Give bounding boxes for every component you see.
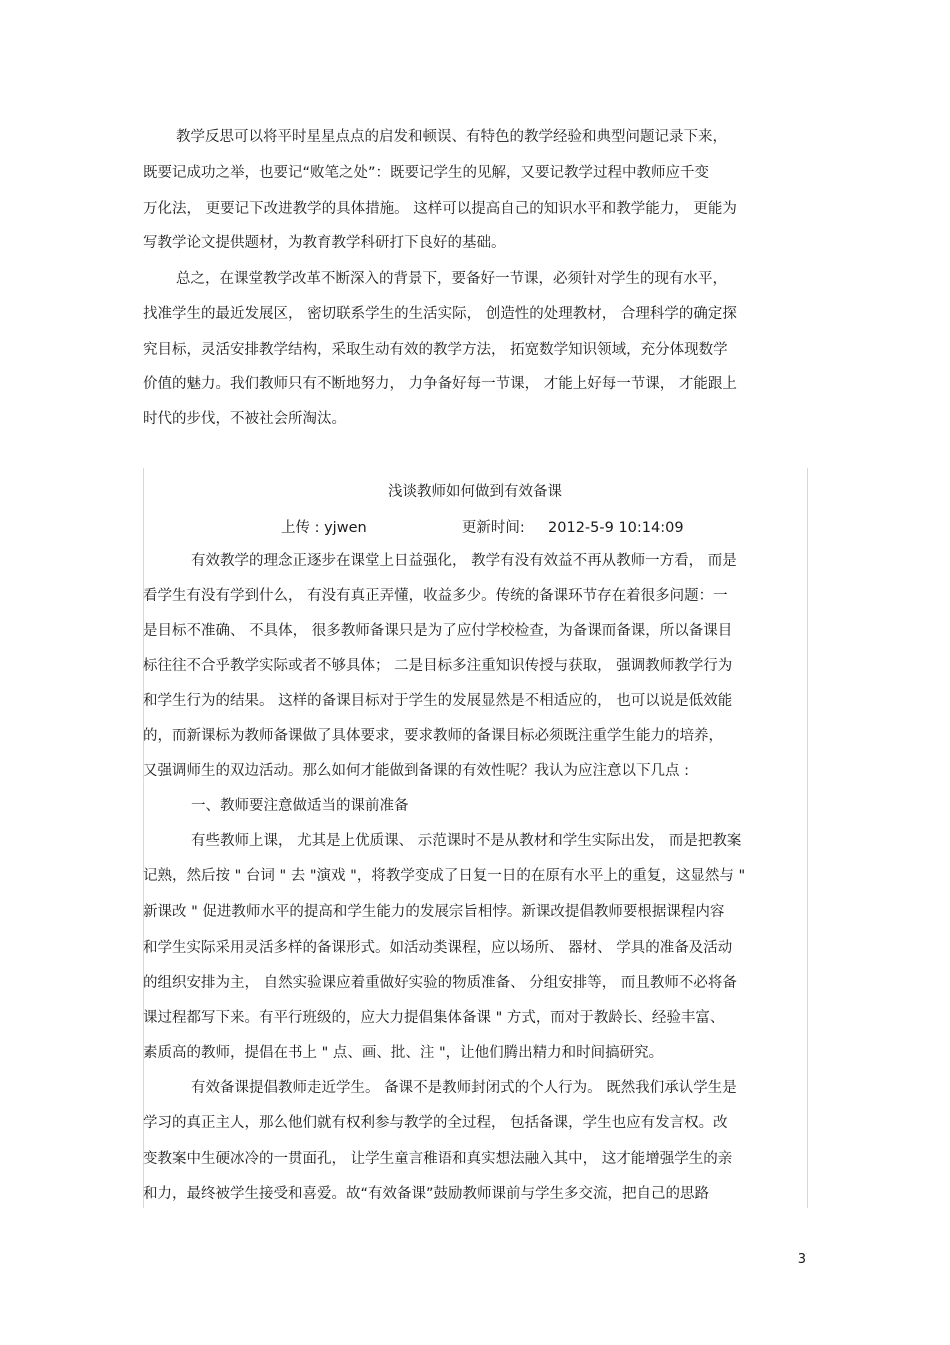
updated-label: 更新时间:: [461, 520, 525, 536]
article-line: 标往往不合乎教学实际或者不够具体； 二是目标多注重知识传授与获取， 强调教师教学行为: [143, 658, 733, 674]
uploader-label: 上传 : yjwen: [281, 520, 367, 536]
article-title: 浅谈教师如何做到有效备课: [388, 484, 562, 500]
intro-line: 教学反思可以将平时星星点点的启发和顿误、有特色的教学经验和典型问题记录下来，: [176, 129, 727, 145]
intro-line: 写教学论文提供题材，为教育教学科研打下良好的基础。: [143, 235, 506, 251]
intro-line: 价值的魅力。我们教师只有不断地努力， 力争备好每一节课， 才能上好每一节课， 才能跟上: [143, 376, 737, 392]
article-line: 和力，最终被学生接受和喜爱。故“有效备课”鼓励教师课前与学生多交流，把自己的思路: [143, 1186, 710, 1202]
article-line: 记熟，然后按 " 台词 " 去 "演戏 "，将教学变成了日复一日的在原有水平上的重复，这显然与 ": [143, 868, 746, 884]
article-line: 和学生行为的结果。 这样的备课目标对于学生的发展显然是不相适应的， 也可以说是低效能: [143, 693, 733, 709]
article-line: 有效备课提倡教师走近学生。 备课不是教师封闭式的个人行为。 既然我们承认学生是: [191, 1080, 737, 1096]
intro-line: 万化法， 更要记下改进教学的具体措施。 这样可以提高自己的知识水平和教学能力， 更能为: [143, 201, 737, 217]
article-line: 是目标不准确、 不具体， 很多教师备课只是为了应付学校检查，为备课而备课，所以备课目: [143, 623, 733, 639]
intro-line: 总之，在课堂教学改革不断深入的背景下，要备好一节课，必须针对学生的现有水平，: [176, 271, 727, 287]
article-line: 的，而新课标为教师备课做了具体要求，要求教师的备课目标必须既注重学生能力的培养，: [143, 728, 723, 744]
article-line: 变教案中生硬冰冷的一贯面孔， 让学生童言稚语和真实想法融入其中， 这才能增强学生的亲: [143, 1151, 733, 1167]
intro-line: 究目标，灵活安排教学结构，采取生动有效的教学方法， 拓宽数学知识领域，充分体现数学: [143, 342, 728, 358]
article-line: 学习的真正主人，那么他们就有权利参与教学的全过程， 包括备课，学生也应有发言权。改: [143, 1115, 728, 1131]
intro-line: 既要记成功之举，也要记“败笔之处”：既要记学生的见解，又要记教学过程中教师应千变: [143, 165, 710, 181]
intro-line: 找准学生的最近发展区， 密切联系学生的生活实际， 创造性的处理教材， 合理科学的确定探: [143, 306, 737, 322]
page-number: 3: [797, 1252, 806, 1267]
article-line: 看学生有没有学到什么， 有没有真正弄懂，收益多少。传统的备课环节存在着很多问题：一: [143, 588, 728, 604]
section-heading: 一、教师要注意做适当的课前准备: [191, 798, 409, 814]
article-meta: [281, 516, 684, 537]
updated-time: 2012-5-9 10:14:09: [548, 520, 684, 536]
article-line: 和学生实际采用灵活多样的备课形式。如活动类课程，应以场所、 器材、 学具的准备及活动: [143, 940, 733, 956]
article-line: 的组织安排为主， 自然实验课应着重做好实验的物质准备、 分组安排等， 而且教师不必将备: [143, 975, 737, 991]
article-line: 素质高的教师，提倡在书上 " 点、画、批、注 "，让他们腾出精力和时间搞研究。: [143, 1045, 664, 1061]
article-line: 又强调师生的双边活动。那么如何才能做到备课的有效性呢？我认为应注意以下几点 :: [143, 763, 689, 779]
article-line: 有些教师上课， 尤其是上优质课、 示范课时不是从教材和学生实际出发， 而是把教案: [191, 833, 742, 849]
article-line: 新课改 " 促进教师水平的提高和学生能力的发展宗旨相悖。新课改提倡教师要根据课程内容: [143, 904, 725, 920]
intro-line: 时代的步伐，不被社会所淘汰。: [143, 411, 346, 427]
article-line: 有效教学的理念正逐步在课堂上日益强化， 教学有没有效益不再从教师一方看， 而是: [191, 553, 737, 569]
article-line: 课过程都写下来。有平行班级的，应大力提倡集体备课 " 方式，而对于教龄长、经验丰富、: [143, 1010, 725, 1026]
